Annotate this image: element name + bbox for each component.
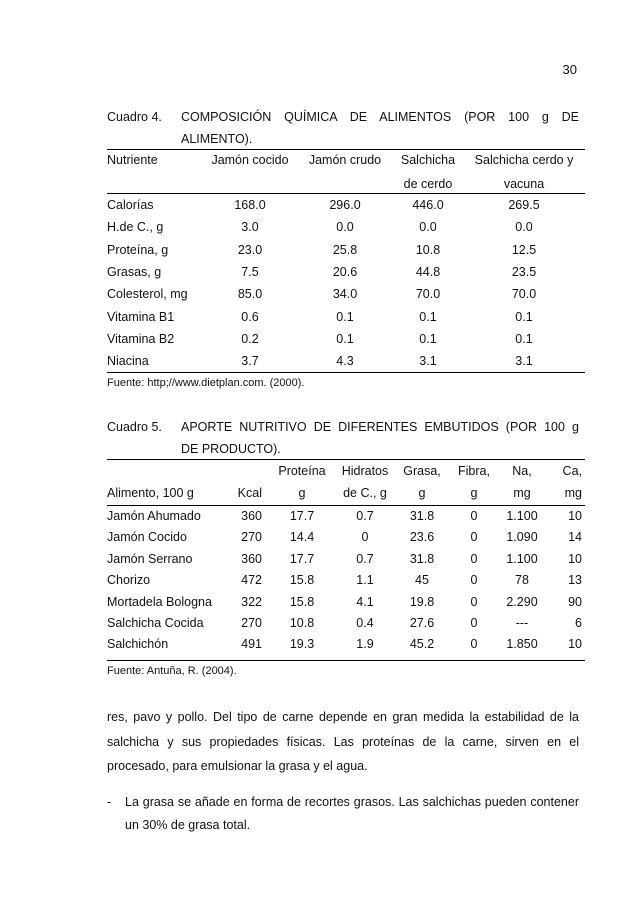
table5-header-cell: Ca, [562, 464, 582, 478]
table5-cell: 1.100 [506, 509, 538, 523]
table5-cell: 1.090 [506, 530, 538, 545]
table5-cell: 13 [568, 573, 582, 588]
table4-header-salchicha-cerdo-l2: de cerdo [403, 177, 453, 191]
table5-cell: 0.7 [356, 509, 374, 523]
table5-caption-line1: APORTE NUTRITIVO DE DIFERENTES EMBUTIDOS (POR 100 g [181, 420, 579, 434]
table5-header-cell: mg [564, 486, 582, 500]
table4-bottom-rule [107, 372, 585, 373]
table4-cell: 0.0 [336, 220, 354, 235]
table4-cell: 25.8 [332, 242, 358, 257]
table5-row-label: Salchicha Cocida [107, 616, 204, 630]
table5-cell: 1.100 [506, 551, 538, 566]
table5-cell: 1.1 [356, 573, 374, 588]
table5-caption-line2: DE PRODUCTO). [181, 442, 281, 456]
table5-cell: 10 [568, 637, 582, 652]
bullet-marker: - [107, 795, 112, 809]
table5-cell: 31.8 [409, 509, 435, 523]
table5-cell: 19.3 [289, 637, 315, 652]
table5-cell: 2.290 [506, 594, 538, 609]
table4-caption-line2: ALIMENTO). [181, 132, 253, 146]
table5-cell: 360 [241, 509, 262, 523]
table5-cell: 0 [470, 616, 478, 630]
table5-cell: 19.8 [409, 594, 435, 609]
table4-source: Fuente: http;//www.dietplan.com. (2000). [107, 377, 305, 389]
table4-header-salchicha-vacuna-l1: Salchicha cerdo y [474, 153, 574, 167]
table5-header-cell: g [418, 486, 426, 500]
table5-header-cell: Kcal [237, 486, 262, 500]
table4-caption-line1: COMPOSICIÓN QUÍMICA DE ALIMENTOS (POR 100 g DE [181, 110, 579, 124]
bullet-text: La grasa se añade en forma de recortes grasos. Las salchichas pueden contener un 30% de grasa total. [125, 795, 579, 832]
table4-cell: 0.1 [336, 309, 354, 324]
table4-cell: 0.1 [515, 331, 533, 346]
table4-cell: 0.2 [241, 331, 259, 346]
table4-header-salchicha-cerdo-l1: Salchicha [400, 153, 456, 167]
table5-header-cell: g [470, 486, 478, 500]
table5-top-rule [107, 459, 585, 460]
table4-cell: 34.0 [332, 287, 358, 302]
table5-cell: 10 [568, 551, 582, 566]
table4-cell: 0.1 [515, 309, 533, 324]
table5-cell: 0.7 [356, 551, 374, 566]
table4-row-label: Calorías [107, 198, 154, 212]
table5-cell: 0 [470, 573, 478, 588]
table4-header-salchicha-vacuna-l2: vacuna [503, 177, 545, 191]
table5-cell: 1.850 [506, 637, 538, 652]
table4-caption-number: Cuadro 4. [107, 110, 162, 124]
table5-cell: 15.8 [289, 573, 315, 588]
table4-cell: 0.6 [241, 309, 259, 324]
table4-row-label: Grasas, g [107, 264, 162, 279]
table5-cell: 14 [568, 530, 582, 545]
table5-cell: 10 [568, 509, 582, 523]
table5-row-label: Salchichón [107, 637, 169, 652]
page-number: 30 [562, 62, 577, 77]
table4-cell: 12.5 [511, 242, 537, 257]
table4-cell: 0.1 [336, 331, 354, 346]
table4-cell: 269.5 [508, 198, 540, 212]
table5-source: Fuente: Antuña, R. (2004). [107, 665, 237, 677]
table5-cell: 491 [241, 637, 262, 652]
table5-cell: 23.6 [409, 530, 435, 545]
table5-cell: 14.4 [289, 530, 315, 545]
table4-header-jamon-cocido: Jamón cocido [211, 153, 289, 167]
table5-cell: 360 [241, 551, 262, 566]
table5-row-label: Jamón Ahumado [107, 509, 201, 523]
table5-cell: 90 [568, 594, 582, 609]
table4-cell: 0.0 [419, 220, 437, 235]
table5-cell: 0.4 [356, 616, 374, 630]
table5-cell: 270 [241, 616, 262, 630]
table4-cell: 446.0 [412, 198, 444, 212]
table4-row-label: H.de C., g [107, 220, 164, 235]
table5-caption [107, 416, 579, 460]
table4-cell: 296.0 [329, 198, 361, 212]
table5-header-cell: Proteína [278, 464, 326, 478]
table5-header-cell: Fibra, [458, 464, 490, 478]
table5-header-cell: Hidratos [341, 464, 389, 478]
table4-cell: 44.8 [415, 264, 441, 279]
table4-cell: 3.0 [241, 220, 259, 235]
table5-cell: 0 [470, 594, 478, 609]
table5-cell: 10.8 [289, 616, 315, 630]
table4-row-label: Colesterol, mg [107, 287, 188, 302]
table5-caption-number: Cuadro 5. [107, 420, 162, 434]
table4-cell: 0.0 [515, 220, 533, 235]
table5-cell: 472 [241, 573, 262, 588]
table4-cell: 20.6 [332, 264, 358, 279]
table4-cell: 85.0 [237, 287, 263, 302]
table4-cell: 10.8 [415, 242, 441, 257]
table5-cell: 0 [361, 530, 369, 545]
table5-header-cell: Alimento, 100 g [107, 486, 194, 500]
table5-cell: 78 [515, 573, 529, 588]
table5-cell: 0 [470, 530, 478, 545]
table4-cell: 168.0 [234, 198, 266, 212]
table5-header-cell: de C., g [343, 486, 387, 500]
table5-cell: 0 [470, 551, 478, 566]
table5-cell: 31.8 [409, 551, 435, 566]
table5-cell: --- [515, 616, 529, 630]
table5-cell: 27.6 [409, 616, 435, 630]
table5-header-cell: mg [513, 486, 531, 500]
table5-row-label: Mortadela Bologna [107, 594, 212, 609]
table4-cell: 23.5 [511, 264, 537, 279]
table4-cell: 3.7 [241, 354, 259, 369]
table5-row-label: Jamón Serrano [107, 551, 193, 566]
table4-header-rule [107, 193, 585, 194]
table4-cell: 3.1 [515, 354, 533, 369]
table4-cell: 70.0 [511, 287, 537, 302]
table4-cell: 0.1 [419, 309, 437, 324]
table5-header-cell: Na, [512, 464, 532, 478]
table5-cell: 322 [241, 594, 262, 609]
table4-row-label: Proteína, g [107, 242, 169, 257]
table5-cell: 17.7 [289, 551, 315, 566]
table5-cell: 17.7 [289, 509, 315, 523]
table5-bottom-rule [107, 660, 585, 661]
table4-row-label: Niacina [107, 354, 149, 369]
table4-row-label: Vitamina B2 [107, 331, 175, 346]
body-paragraph: res, pavo y pollo. Del tipo de carne depende en gran medida la estabilidad de la salchicha y sus propiedades físicas. Las proteínas de la carne, sirven en el procesado, para emulsionar la grasa y el agua. [107, 710, 579, 773]
table5-cell: 270 [241, 530, 262, 545]
table4-cell: 4.3 [336, 354, 354, 369]
table4-cell: 7.5 [241, 264, 259, 279]
table5-header-rule [107, 505, 585, 506]
table5-cell: 45.2 [409, 637, 435, 652]
table5-header-cell: Grasa, [403, 464, 441, 478]
table4-cell: 0.1 [419, 331, 437, 346]
table5-row-label: Jamón Cocido [107, 530, 187, 545]
table5-row-label: Chorizo [107, 573, 151, 588]
table5-cell: 0 [470, 637, 478, 652]
table4-header-jamon-crudo: Jamón crudo [308, 153, 382, 167]
table5-cell: 15.8 [289, 594, 315, 609]
table5-cell: 0 [470, 509, 478, 523]
table5-cell: 6 [575, 616, 582, 630]
table4-cell: 23.0 [237, 242, 263, 257]
table5-header-cell: g [298, 486, 306, 500]
table5-cell: 1.9 [356, 637, 374, 652]
table4-cell: 3.1 [419, 354, 437, 369]
table4-cell: 70.0 [415, 287, 441, 302]
table5-cell: 45 [415, 573, 429, 588]
table5-cell: 4.1 [356, 594, 374, 609]
table4-row-label: Vitamina B1 [107, 309, 175, 324]
table4-header-nutrient: Nutriente [107, 153, 158, 167]
